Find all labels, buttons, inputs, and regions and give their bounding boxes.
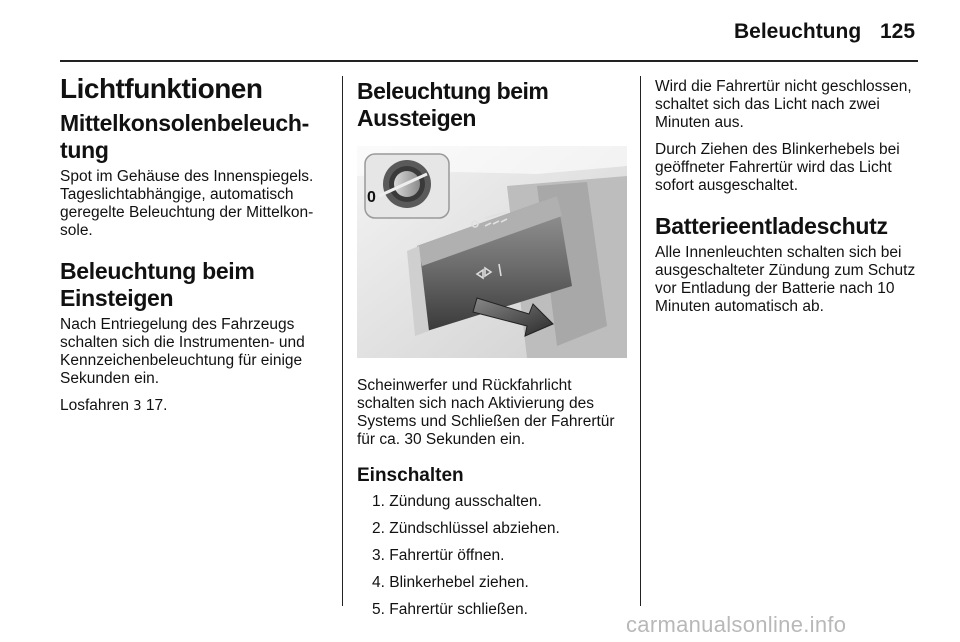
cross-reference-text: Losfahren — [60, 397, 129, 414]
list-item: 3. Fahrertür öffnen. — [372, 547, 505, 564]
text-paragraph-3: Alle Innenleuchten schalten sich bei ausgeschalteter Zündung zum Schutz vor Entladung der Batterie nach 10 Minuten automatisch ab. — [655, 244, 916, 315]
section-heading-einsteigen: Beleuchtung beim Einsteigen — [60, 258, 255, 311]
header-rule — [60, 60, 918, 62]
list-item: 1. Zündung ausschalten. — [372, 493, 542, 510]
section-heading-aussteigen: Beleuchtung beim Aussteigen — [357, 78, 549, 131]
list-item: 4. Blinkerhebel ziehen. — [372, 574, 529, 591]
main-heading: Lichtfunktionen — [60, 73, 263, 104]
column-divider-2 — [640, 76, 641, 606]
einschalten-steps — [357, 493, 629, 619]
cross-reference-page: 17. — [145, 397, 168, 414]
header-title: Beleuchtung — [734, 20, 862, 43]
section-text-einsteigen: Nach Entriegelung des Fahrzeugs schalten sich die Instrumenten- und Kennzeichenbeleuchtung für einige Sekunden ein. — [60, 316, 305, 387]
page-header — [0, 0, 960, 60]
column-1 — [60, 72, 332, 425]
turn-signal-lever-illustration — [357, 146, 627, 358]
watermark: carmanualsonline.info — [626, 612, 847, 637]
column-2 — [357, 72, 629, 628]
section-text-mittelkonsole: Spot im Gehäuse des Innenspiegels. Tageslichtabhängige, automatisch geregelte Beleuchtung der Mittelkon-sole. — [60, 168, 314, 239]
cross-reference[interactable] — [60, 397, 332, 416]
section-heading-mittelkonsole: Mittelkonsolenbeleuch- tung — [60, 110, 309, 163]
text-paragraph-2: Durch Ziehen des Blinkerhebels bei geöffneter Fahrertür wird das Licht sofort ausgeschaltet. — [655, 141, 900, 194]
reference-arrow-icon: 3 — [133, 399, 142, 414]
page-number: 125 — [880, 20, 916, 43]
section-heading-batterie: Batterieentladeschutz — [655, 213, 888, 239]
subheading-einschalten: Einschalten — [357, 465, 464, 486]
text-paragraph-1: Wird die Fahrertür nicht geschlossen, schaltet sich das Licht nach zwei Minuten aus. — [655, 78, 912, 131]
list-item: 2. Zündschlüssel abziehen. — [372, 520, 560, 537]
aussteigen-description: Scheinwerfer und Rückfahrlicht schalten sich nach Aktivierung des Systems und Schließen der Fahrertür für ca. 30 Sekunden ein. — [357, 377, 615, 448]
figure-label: 0 — [367, 189, 376, 206]
column-3 — [655, 72, 927, 325]
column-divider-1 — [342, 76, 343, 606]
list-item: 5. Fahrertür schließen. — [372, 601, 528, 618]
